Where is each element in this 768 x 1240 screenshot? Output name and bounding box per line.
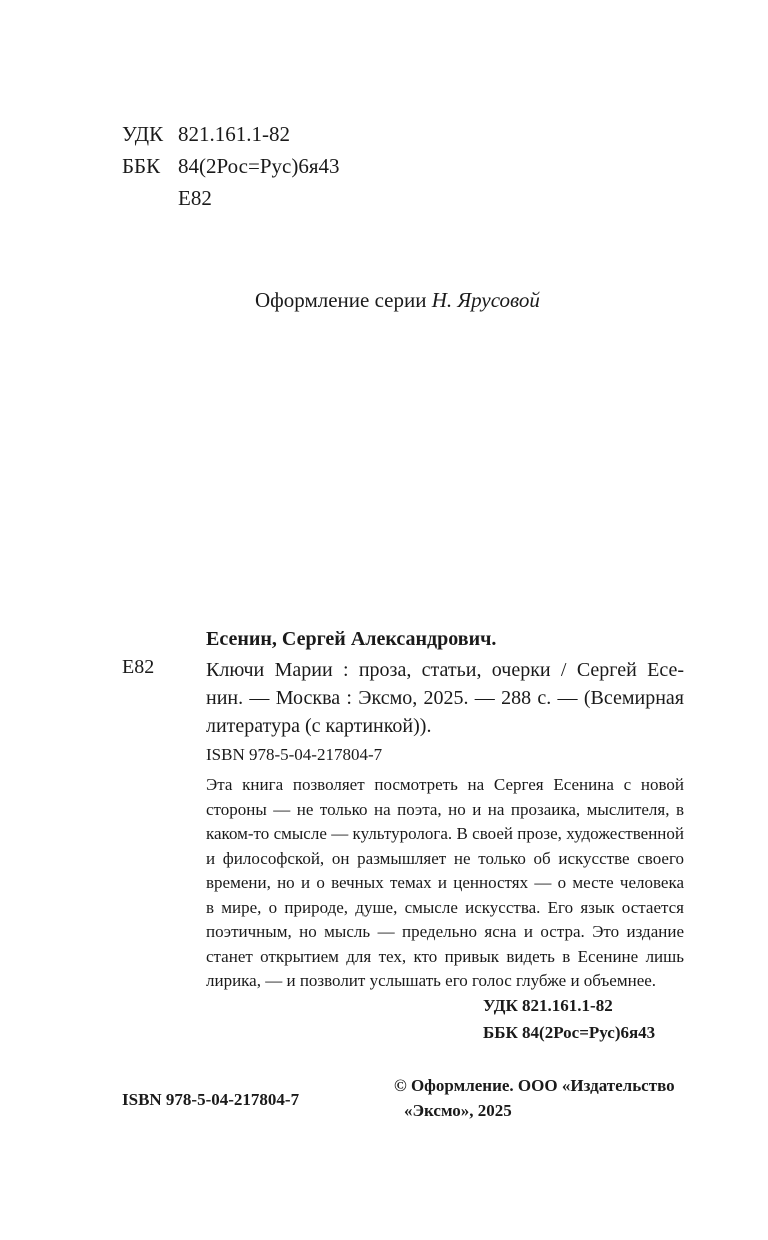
annotation-line: времени, но и о вечных темах и ценностях — о месте человека	[206, 873, 684, 892]
record-description	[206, 656, 684, 740]
annotation-line: каком-то смысле — культуролога. В своей прозе, художественной	[206, 824, 684, 843]
udk-value: 821.161.1-82	[178, 122, 290, 146]
bbk-label: ББК	[122, 154, 161, 178]
design-credit-name: Н. Ярусовой	[431, 288, 540, 312]
annotation-line: Эта книга позволяет посмотреть на Сергея Есенина с новой	[206, 775, 684, 794]
annotation-line: лирика, — и позволит услышать его голос глубже и объемнее.	[206, 971, 657, 990]
annotation-line: и философской, он размышляет не только об искусстве своего	[206, 848, 684, 868]
description-line: литература (с картинкой)).	[206, 715, 432, 737]
copyright-line-2: «Эксмо», 2025	[404, 1101, 512, 1120]
copyright-line-1: © Оформление. ООО «Издательство	[394, 1076, 675, 1095]
annotation-line: в мире, о природе, душе, смысле искусства. Его язык остается	[206, 897, 684, 917]
author-mark-top: Е82	[178, 186, 212, 210]
annotation-line: поэтичным, но мысль — предельно ясна и остра. Это издание	[206, 922, 684, 941]
bbk-value: 84(2Рос=Рус)6я43	[178, 154, 340, 178]
design-credit-prefix: Оформление серии	[255, 288, 427, 312]
udk-label: УДК	[122, 122, 164, 146]
record-isbn: ISBN 978-5-04-217804-7	[206, 745, 383, 764]
description-line: Ключи Марии : проза, статьи, очерки / Сергей Есе-	[206, 659, 684, 681]
footer-isbn: ISBN 978-5-04-217804-7	[122, 1090, 300, 1109]
annotation	[206, 773, 684, 994]
annotation-line: стороны — не только на поэта, но и на прозаика, мыслителя, в	[206, 799, 684, 819]
design-credit	[255, 288, 540, 313]
record-udk: УДК 821.161.1-82	[483, 996, 613, 1015]
record-author-mark: Е82	[122, 656, 155, 678]
annotation-line: станет открытием для тех, кто привык видеть в Есенине лишь	[206, 946, 684, 966]
record-bbk: ББК 84(2Рос=Рус)6я43	[483, 1023, 656, 1042]
description-line: нин. — Москва : Эксмо, 2025. — 288 с. — (Всемирная	[206, 687, 684, 709]
record-author: Есенин, Сергей Александрович.	[206, 628, 497, 650]
